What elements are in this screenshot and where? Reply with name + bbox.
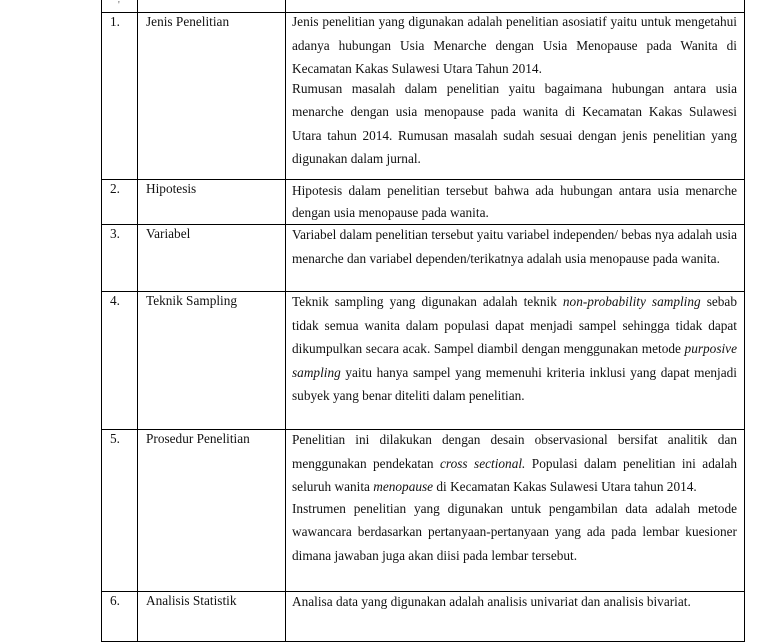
paragraph: Analisa data yang digunakan adalah analisis univariat dan analisis bivariat.	[292, 594, 691, 609]
text-run: yaitu hanya sampel yang memenuhi kriteria inklusi yang dapat menjadi subyek yang benar diteliti dalam penelitian.	[292, 364, 737, 403]
row-number: 3.	[102, 225, 138, 292]
paragraph: Jenis penelitian yang digunakan adalah penelitian asosiatif yaitu untuk mengetahui adanya hubungan Usia Menarche dengan Usia Menopause pada Wanita di Kecamatan Kakas Sulawesi Utara Tahun 2014.	[292, 14, 737, 76]
text-run: Teknik sampling yang digunakan adalah teknik	[292, 294, 563, 309]
row-description	[286, 180, 745, 225]
italic-term: menopause	[373, 479, 434, 494]
italic-term: cross sectional.	[440, 455, 526, 471]
table-row	[102, 430, 745, 592]
row-number: 4.	[102, 292, 138, 430]
header-cell-no	[102, 0, 138, 13]
row-number: 5.	[102, 430, 138, 592]
table-row	[102, 592, 745, 642]
row-aspect: Jenis Penelitian	[138, 13, 286, 180]
paragraph	[292, 428, 737, 499]
row-description	[286, 225, 745, 292]
table-row	[102, 225, 745, 292]
review-table	[101, 0, 745, 642]
row-description	[286, 13, 745, 180]
paragraph: Rumusan masalah dalam penelitian yaitu bagaimana hubungan antara usia menarche dengan usia menopause pada wanita di Kecamatan Kakas Sulawesi Utara tahun 2014. Rumusan masalah sudah sesuai dengan jenis penelitian yang digunakan dalam jurnal.	[292, 80, 737, 166]
row-number: 6.	[102, 592, 138, 642]
italic-term: purposive sampling	[292, 341, 737, 380]
table-row	[102, 292, 745, 430]
row-description	[286, 430, 745, 592]
row-number: 1.	[102, 13, 138, 180]
row-aspect: Analisis Statistik	[138, 592, 286, 642]
row-description	[286, 592, 745, 642]
text-run: Penelitian ini dilakukan dengan desain observasional bersifat analitik dan menggunakan pendekatan	[292, 432, 737, 471]
row-aspect: Variabel	[138, 225, 286, 292]
row-aspect: Hipotesis	[138, 180, 286, 225]
table-row	[102, 180, 745, 225]
italic-term: non-probability sampling	[562, 294, 701, 309]
header-mark: '	[118, 0, 120, 11]
text-run: Populasi dalam penelitian ini adalah seluruh wanita	[292, 455, 738, 494]
row-aspect: Prosedur Penelitian	[138, 430, 286, 592]
row-aspect: Teknik Sampling	[138, 292, 286, 430]
text-run: sebab tidak semua wanita dalam populasi dapat menjadi sampel sehingga tidak dapat dikumpulkan secara acak. Sampel diambil dengan menggunakan metode	[292, 294, 737, 356]
paragraph: Hipotesis dalam penelitian tersebut bahwa ada hubungan antara usia menarche dengan usia menopause pada wanita.	[292, 183, 737, 220]
header-cell-aspek	[138, 0, 286, 13]
paragraph	[292, 290, 737, 408]
row-description	[286, 292, 745, 430]
text-run: di Kecamatan Kakas Sulawesi Utara tahun 2014.	[433, 479, 697, 494]
paragraph: Instrumen penelitian yang digunakan untuk pengambilan data adalah metode wawancara berdasarkan pertanyaan-pertanyaan yang ada pada lembar kuesioner dimana jawaban juga akan diisi pada lembar tersebut.	[292, 500, 737, 563]
table-row	[102, 13, 745, 180]
paragraph: Variabel dalam penelitian tersebut yaitu variabel independen/ bebas nya adalah usia menarche dan variabel dependen/terikatnya adalah usia menopause pada wanita.	[292, 227, 737, 266]
row-number: 2.	[102, 180, 138, 225]
